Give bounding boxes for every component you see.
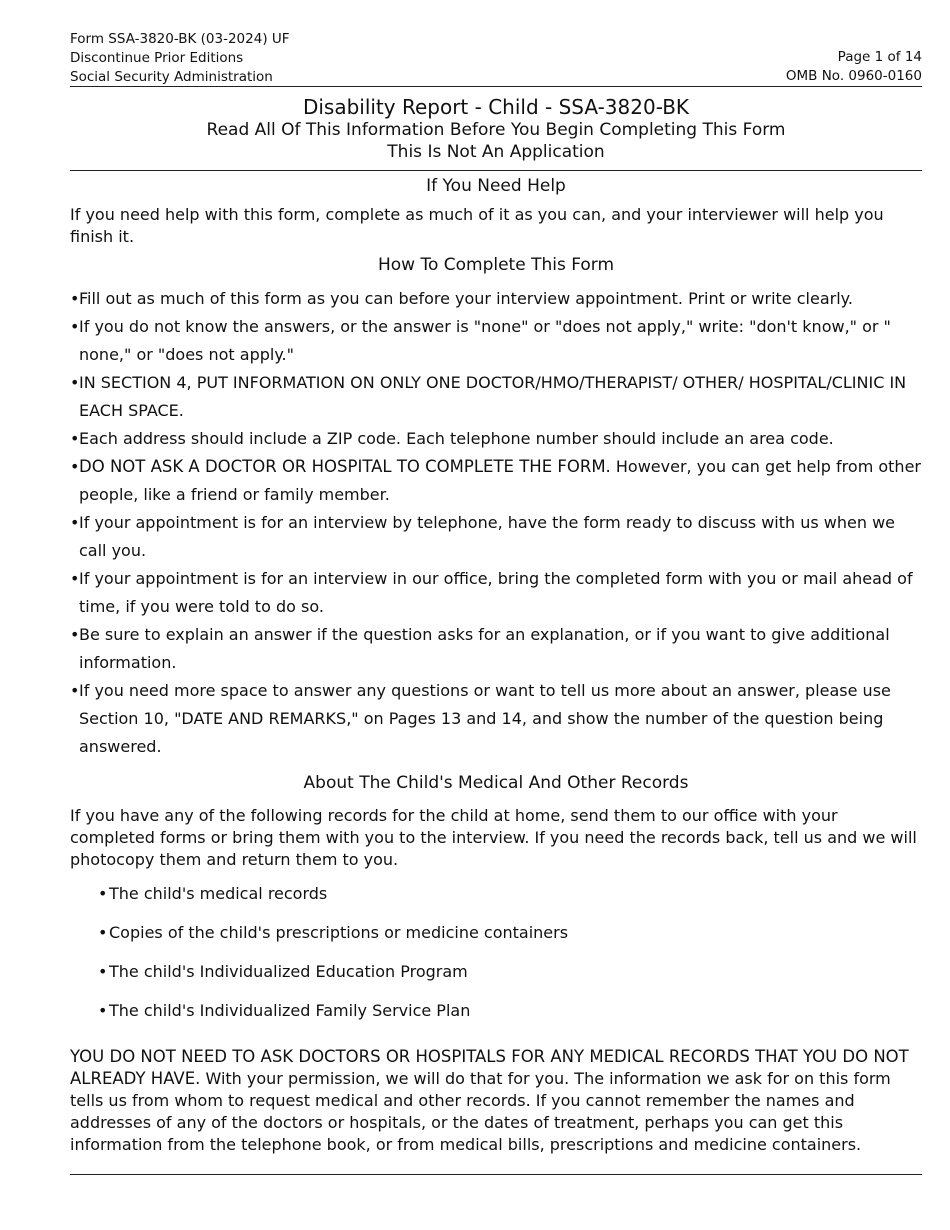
form-header [70, 30, 922, 86]
list-item: • The child's medical records [70, 883, 922, 905]
form-identification [70, 30, 290, 87]
form-number: Form SSA-3820-BK (03-2024) UF [70, 31, 290, 47]
list-item: • Be sure to explain an answer if the question asks for an explanation, or if you want to give additional information. [70, 621, 922, 677]
page-title: Disability Report - Child - SSA-3820-BK [302, 95, 690, 119]
how-to-heading: How To Complete This Form [377, 255, 615, 275]
page-info [786, 48, 922, 86]
omb-number: OMB No. 0960-0160 [785, 68, 922, 84]
list-item: • If you do not know the answers, or the answer is "none" or "does not apply," write: "don't know," or " none," or "does not apply." [70, 313, 922, 369]
list-item: • Fill out as much of this form as you can before your interview appointment. Print or write clearly. [70, 285, 922, 313]
list-item: • If your appointment is for an interview in our office, bring the completed form with you or mail ahead of time, if you were told to do so. [70, 565, 922, 621]
records-text: If you have any of the following records for the child at home, send them to our office with your completed forms or bring them with you to the interview. If you need the records back, tell us and we will photocopy them and return them to you. [70, 806, 917, 869]
form-page [70, 30, 922, 1175]
title-block [70, 87, 922, 170]
title-not-application: This Is Not An Application [387, 142, 605, 162]
records-list [70, 883, 922, 1022]
help-text: If you need help with this form, complete as much of it as you can, and your interviewer will help you finish it. [70, 205, 884, 246]
list-item: • Copies of the child's prescriptions or medicine containers [70, 922, 922, 944]
list-item: • Each address should include a ZIP code. Each telephone number should include an area code. [70, 425, 922, 453]
records-heading: About The Child's Medical And Other Records [303, 773, 689, 793]
closing-text: With your permission, we will do that for you. The information we ask for on this form tells us from whom to request medical and other records. If you cannot remember the names and addresses of any of the doctors or hospitals, or the dates of treatment, perhaps you can get this information from the telephone book, or from medical bills, prescriptions and medicine containers. [70, 1069, 891, 1154]
title-divider [70, 170, 922, 171]
help-heading: If You Need Help [426, 176, 566, 196]
list-item: • IN SECTION 4, PUT INFORMATION ON ONLY ONE DOCTOR/HMO/THERAPIST/ OTHER/ HOSPITAL/CLINIC IN EACH SPACE. [70, 369, 922, 425]
agency-name: Social Security Administration [70, 69, 273, 85]
closing-caps: YOU DO NOT NEED TO ASK DOCTORS OR HOSPITALS FOR ANY MEDICAL RECORDS THAT YOU DO NOT ALREADY HAVE. [70, 1047, 909, 1088]
closing-paragraph [70, 1046, 922, 1156]
list-item: • If you need more space to answer any questions or want to tell us more about an answer, please use Section 10, "DATE AND REMARKS," on Pages 13 and 14, and show the number of the question being answered. [70, 677, 922, 761]
footer-divider [70, 1174, 922, 1175]
page-number: Page 1 of 14 [837, 49, 922, 65]
title-instruction: Read All Of This Information Before You Begin Completing This Form [206, 120, 786, 140]
editions-note: Discontinue Prior Editions [70, 50, 244, 66]
list-item: • The child's Individualized Education Program [70, 961, 922, 983]
instructions-list [70, 285, 922, 761]
list-item: • The child's Individualized Family Service Plan [70, 1000, 922, 1022]
list-item: • If your appointment is for an interview by telephone, have the form ready to discuss with us when we call you. [70, 509, 922, 565]
list-item: • DO NOT ASK A DOCTOR OR HOSPITAL TO COMPLETE THE FORM. However, you can get help from other people, like a friend or family member. [70, 453, 922, 509]
